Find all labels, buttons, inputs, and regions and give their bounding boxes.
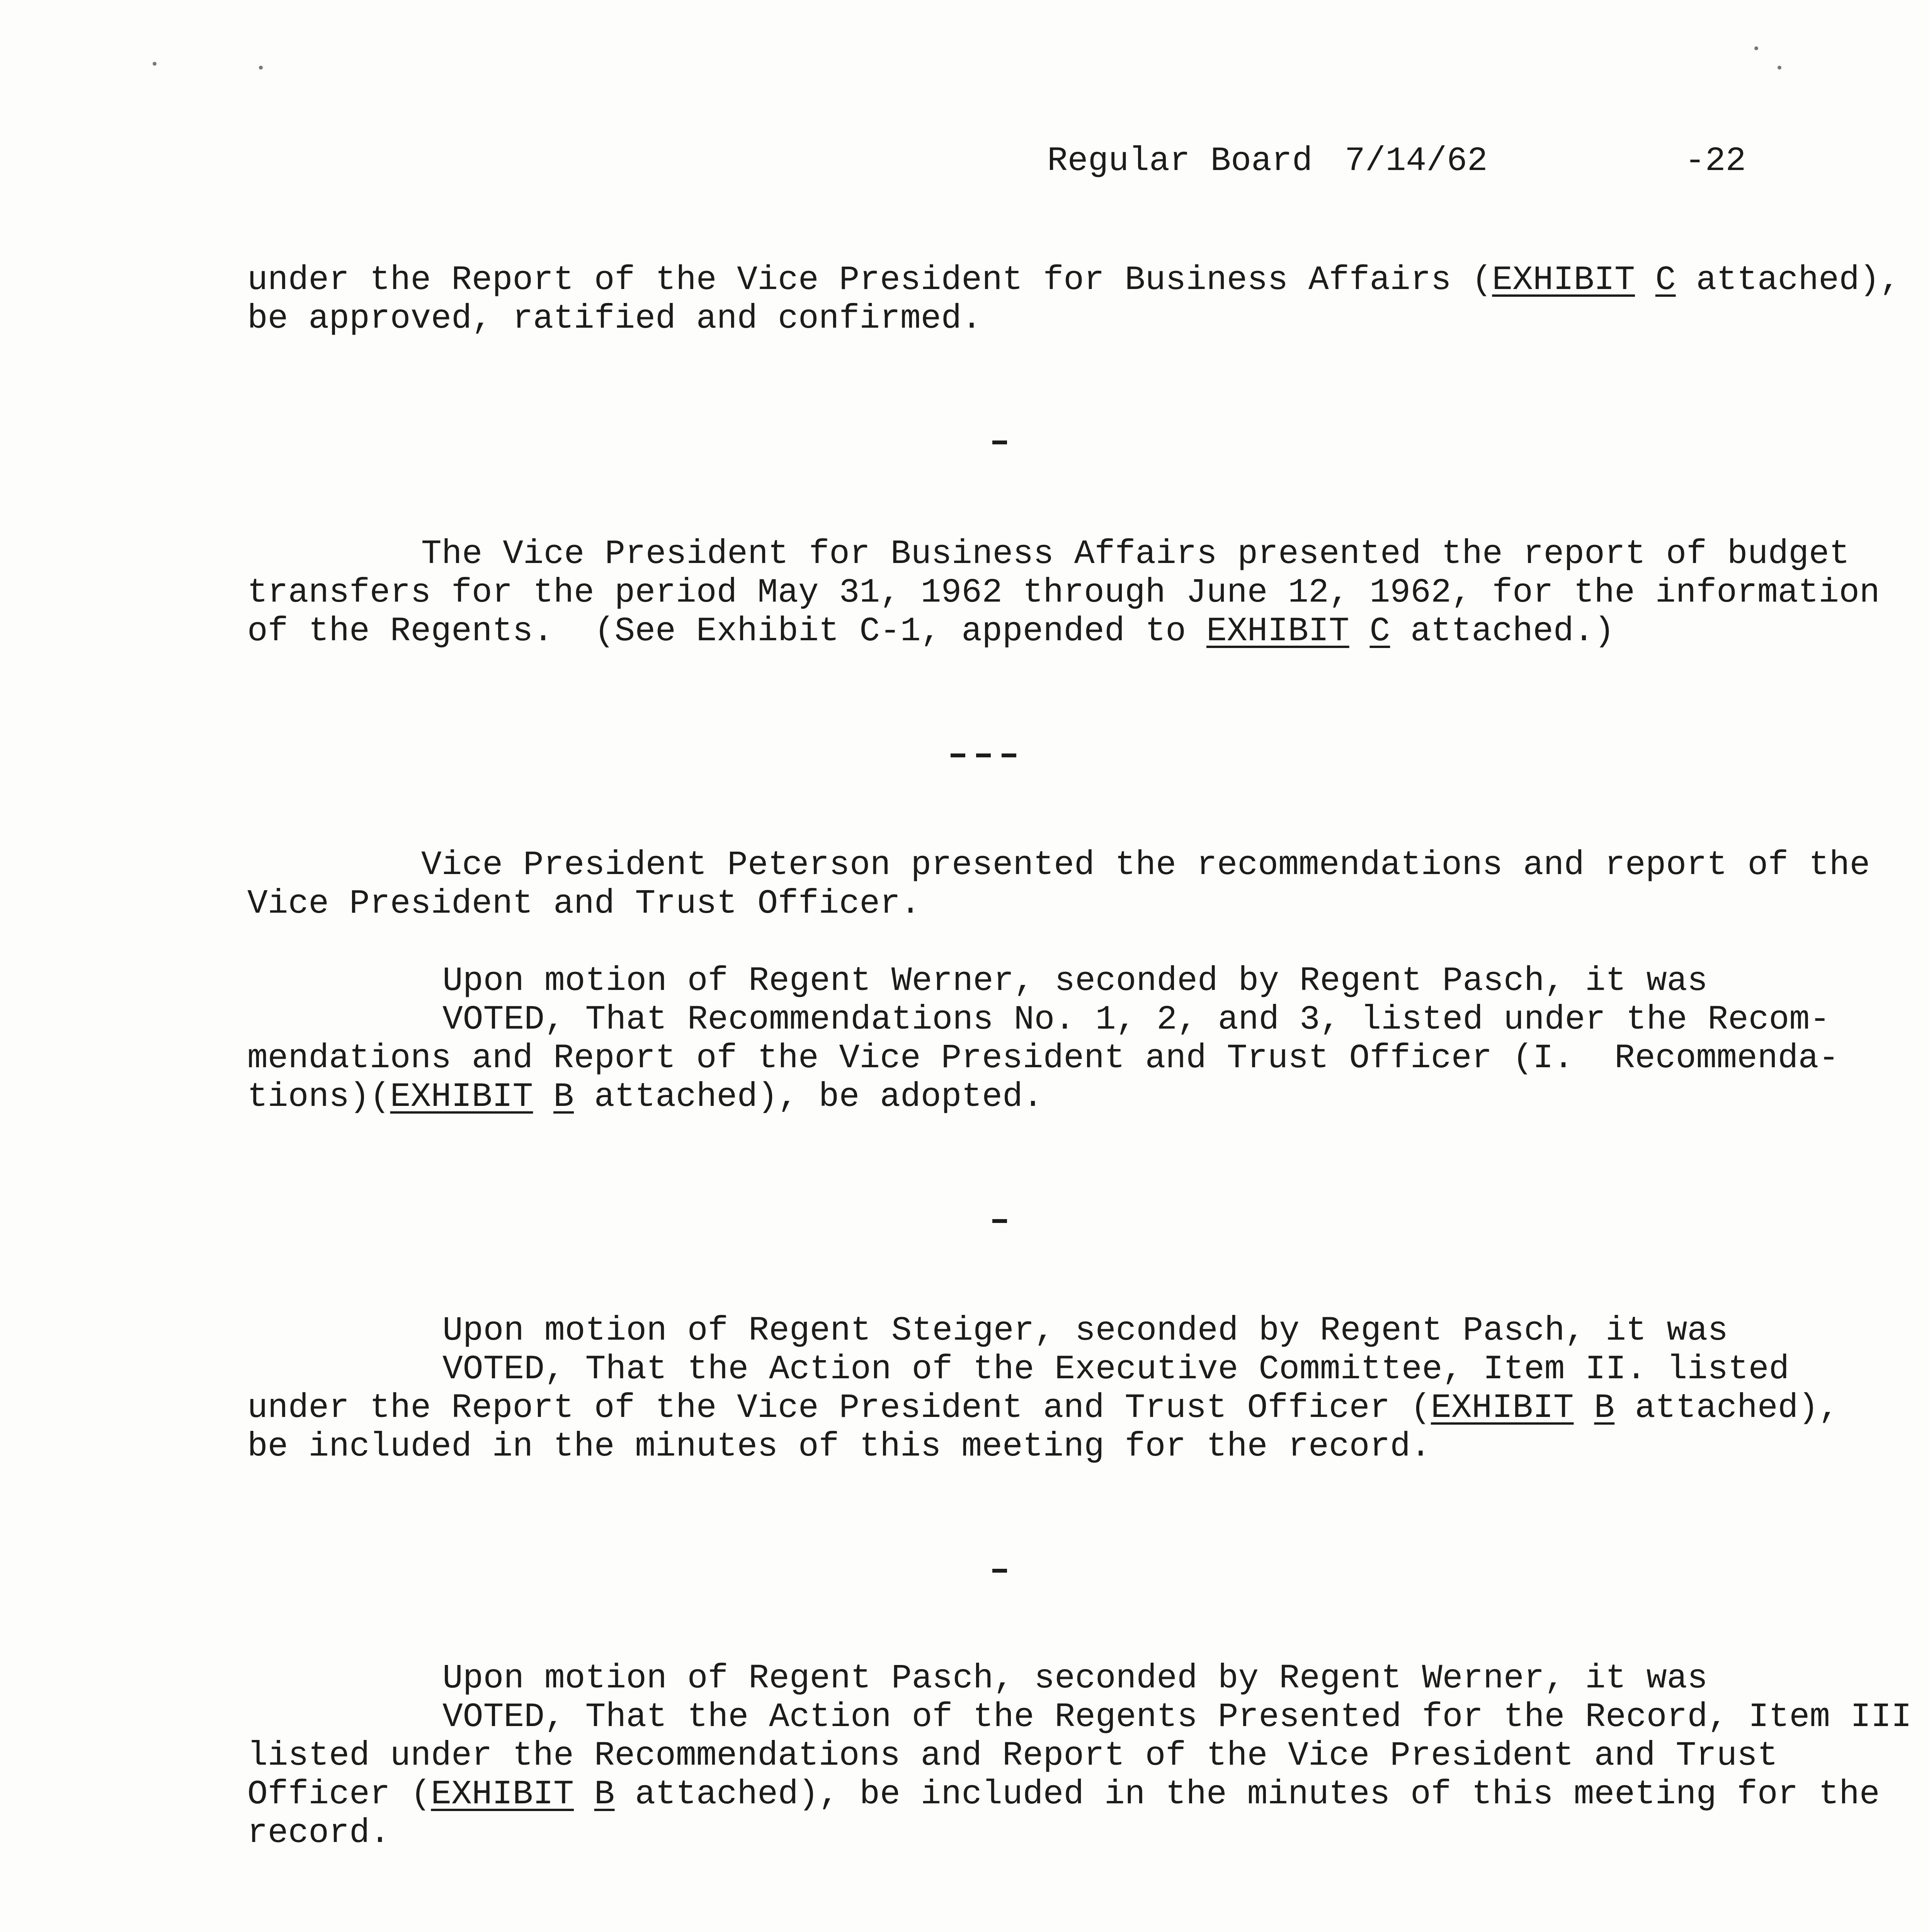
section-separator [1002, 753, 1016, 757]
paragraph-2-line-2: transfers for the period May 31, 1962 through June 12, 1962, for the information [247, 574, 1880, 612]
section-separator [992, 440, 1007, 444]
exhibit-reference: EXHIBIT [1431, 1389, 1574, 1427]
paragraph-4-line-1: Upon motion of Regent Werner, seconded by Regent Pasch, it was [442, 962, 1708, 1000]
paragraph-6-line-1: Upon motion of Regent Pasch, seconded by Regent Werner, it was [442, 1660, 1708, 1698]
paragraph-4-line-4: tions)(EXHIBIT B attached), be adopted. [247, 1078, 1043, 1116]
paragraph-1-line-1: under the Report of the Vice President for Business Affairs (EXHIBIT C attached), [247, 261, 1900, 299]
paragraph-3-line-2: Vice President and Trust Officer. [247, 885, 921, 923]
exhibit-letter: B [553, 1078, 574, 1116]
exhibit-letter: B [594, 1776, 615, 1814]
exhibit-reference: EXHIBIT [390, 1078, 533, 1116]
section-separator [992, 1219, 1007, 1223]
exhibit-reference: EXHIBIT [1206, 612, 1349, 651]
exhibit-reference: EXHIBIT [1492, 261, 1635, 299]
exhibit-letter: B [1594, 1389, 1615, 1427]
paragraph-2-line-3: of the Regents. (See Exhibit C-1, appended to EXHIBIT C attached.) [247, 612, 1615, 651]
exhibit-letter: C [1655, 261, 1676, 299]
section-separator [976, 753, 991, 757]
scan-speck [1778, 66, 1781, 70]
paragraph-5-line-1: Upon motion of Regent Steiger, seconded by Regent Pasch, it was [442, 1312, 1728, 1350]
paragraph-3-line-1: Vice President Peterson presented the recommendations and report of the [421, 846, 1870, 884]
paragraph-5-line-4: be included in the minutes of this meeting for the record. [247, 1428, 1431, 1466]
paragraph-5-line-3: under the Report of the Vice President and Trust Officer (EXHIBIT B attached), [247, 1389, 1839, 1427]
scan-speck [259, 66, 263, 70]
paragraph-4-line-2: VOTED, That Recommendations No. 1, 2, and 3, listed under the Recom- [442, 1001, 1830, 1039]
paragraph-6-line-2: VOTED, That the Action of the Regents Presented for the Record, Item III [442, 1698, 1912, 1736]
header-date: 7/14/62 [1345, 142, 1488, 180]
paragraph-1-line-2: be approved, ratified and confirmed. [247, 300, 982, 338]
exhibit-letter: C [1369, 612, 1390, 651]
paragraph-6-line-4: Officer (EXHIBIT B attached), be included in the minutes of this meeting for the [247, 1776, 1880, 1814]
paragraph-2-line-1: The Vice President for Business Affairs presented the report of budget [421, 535, 1850, 573]
paragraph-5-line-2: VOTED, That the Action of the Executive Committee, Item II. listed [442, 1350, 1790, 1389]
paragraph-4-line-3: mendations and Report of the Vice President and Trust Officer (I. Recommenda- [247, 1039, 1839, 1078]
paragraph-6-line-5: record. [247, 1814, 390, 1852]
section-separator [951, 753, 965, 757]
scan-speck [153, 62, 156, 66]
paragraph-6-line-3: listed under the Recommendations and Report of the Vice President and Trust [247, 1737, 1778, 1775]
section-separator [992, 1569, 1007, 1573]
exhibit-reference: EXHIBIT [431, 1776, 574, 1814]
header-title: Regular Board [1047, 142, 1313, 180]
header-page-ref: -22 [1685, 142, 1746, 180]
scan-speck [1754, 46, 1758, 50]
